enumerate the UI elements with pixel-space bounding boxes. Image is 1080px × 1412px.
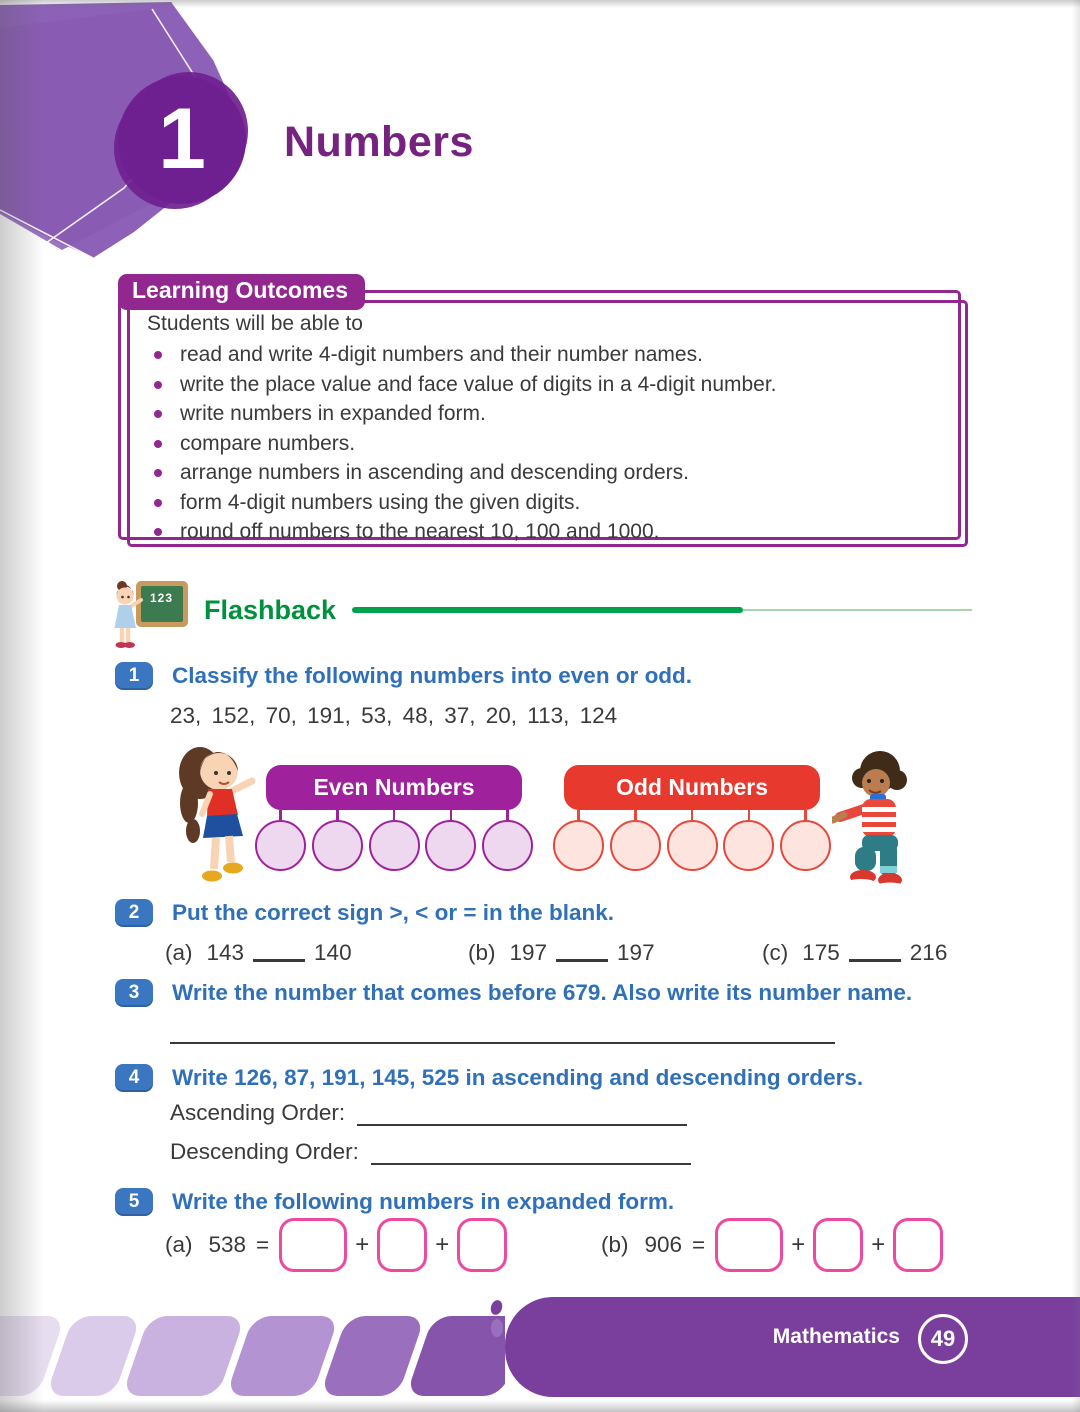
ascending-answer-line[interactable] — [357, 1098, 687, 1126]
odd-answer-bubble[interactable] — [667, 820, 718, 871]
even-numbers-label: Even Numbers — [266, 765, 522, 810]
question-text: Write the following numbers in expanded form. — [172, 1189, 675, 1214]
even-numbers-group — [266, 765, 522, 871]
outcome-item: write the place value and face value of digits in a 4-digit number. — [147, 370, 936, 400]
odd-numbers-label: Odd Numbers — [564, 765, 820, 810]
right-number: 197 — [617, 940, 655, 965]
ascending-order-field — [170, 1098, 687, 1126]
part-label: (c) — [762, 940, 789, 965]
question-3-heading — [115, 979, 912, 1007]
question-text: Write the number that comes before 679. Also write its number name. — [172, 980, 913, 1005]
part-label: (a) — [165, 940, 193, 965]
learning-outcomes-list — [147, 340, 936, 547]
page-edge-shadow-bottom — [0, 1400, 1080, 1412]
page-title: Numbers — [284, 118, 474, 166]
plus-sign: + — [435, 1231, 450, 1258]
odd-answer-bubble[interactable] — [723, 820, 774, 871]
even-answer-bubble[interactable] — [482, 820, 533, 871]
question-number-badge: 5 — [115, 1188, 153, 1216]
part-label: (b) — [601, 1232, 629, 1257]
field-label: Descending Order: — [170, 1139, 359, 1164]
expanded-form-box[interactable] — [279, 1218, 347, 1272]
learning-outcomes-tab: Learning Outcomes — [118, 274, 365, 310]
outcome-item: round off numbers to the nearest 10, 100 and 1000. — [147, 517, 936, 547]
learning-outcomes-intro: Students will be able to — [147, 312, 363, 335]
sign-blank[interactable] — [253, 942, 305, 962]
odd-answer-slots — [553, 810, 831, 871]
question-number-badge: 3 — [115, 979, 153, 1007]
outcome-item: write numbers in expanded form. — [147, 399, 936, 429]
descending-answer-line[interactable] — [371, 1137, 691, 1165]
part-label: (a) — [165, 1232, 193, 1257]
question-1-heading — [115, 662, 692, 690]
sign-blank[interactable] — [556, 942, 608, 962]
question-number-badge: 2 — [115, 899, 153, 927]
flashback-label: Flashback — [204, 594, 337, 625]
field-label: Ascending Order: — [170, 1100, 346, 1125]
plus-sign: + — [871, 1231, 886, 1258]
question-2-heading — [115, 899, 614, 927]
even-answer-bubble[interactable] — [369, 820, 420, 871]
even-odd-sorter — [178, 735, 908, 887]
girl-illustration — [174, 737, 264, 892]
sign-blank[interactable] — [849, 942, 901, 962]
part-number: 538 — [208, 1232, 247, 1257]
flashback-section-header — [110, 576, 972, 656]
q5-part-a — [165, 1218, 507, 1272]
even-answer-slots — [255, 810, 533, 871]
outcome-item: compare numbers. — [147, 429, 936, 459]
right-number: 216 — [909, 940, 948, 965]
plus-sign: + — [791, 1231, 806, 1258]
q5-part-b — [601, 1218, 943, 1272]
boy-illustration — [832, 751, 920, 892]
chapter-number: 1 — [158, 91, 206, 187]
right-number: 140 — [314, 940, 352, 965]
q2-part-a — [165, 940, 352, 966]
chalkboard-text: 123 — [150, 591, 174, 605]
question-5-heading — [115, 1188, 674, 1216]
question-text: Write 126, 87, 191, 145, 525 in ascending and descending orders. — [172, 1065, 864, 1090]
even-answer-bubble[interactable] — [425, 820, 476, 871]
expanded-form-box[interactable] — [813, 1218, 863, 1272]
expanded-form-box[interactable] — [377, 1218, 427, 1272]
expanded-form-box[interactable] — [893, 1218, 943, 1272]
learning-outcomes-box — [118, 277, 961, 543]
odd-answer-bubble[interactable] — [610, 820, 661, 871]
odd-numbers-group — [564, 765, 820, 871]
outcome-item: arrange numbers in ascending and descending orders. — [147, 458, 936, 488]
expanded-form-box[interactable] — [457, 1218, 507, 1272]
page-number-badge: 49 — [918, 1314, 968, 1364]
part-label: (b) — [468, 940, 496, 965]
question-text: Put the correct sign >, < or = in the blank. — [172, 900, 614, 925]
q2-part-b — [468, 940, 655, 966]
plus-sign: + — [355, 1231, 370, 1258]
outcome-item: form 4-digit numbers using the given digits. — [147, 488, 936, 518]
odd-answer-bubble[interactable] — [553, 820, 604, 871]
left-number: 143 — [206, 940, 245, 965]
outcome-item: read and write 4-digit numbers and their number names. — [147, 340, 936, 370]
q3-answer-line[interactable] — [170, 1016, 835, 1044]
footer-bar — [505, 1297, 1080, 1397]
equals-sign: = — [692, 1232, 706, 1257]
equals-sign: = — [256, 1232, 270, 1257]
question-1-number-list: 23, 152, 70, 191, 53, 48, 37, 20, 113, 124 — [170, 703, 618, 728]
flashback-divider — [352, 607, 972, 614]
even-answer-bubble[interactable] — [255, 820, 306, 871]
part-number: 906 — [644, 1232, 683, 1257]
odd-answer-bubble[interactable] — [780, 820, 831, 871]
footer-subject: Mathematics — [772, 1325, 900, 1348]
even-answer-bubble[interactable] — [312, 820, 363, 871]
girl-chalkboard-icon — [110, 578, 190, 654]
footer-decoration — [0, 1314, 505, 1398]
question-number-badge: 4 — [115, 1064, 153, 1092]
expanded-form-box[interactable] — [715, 1218, 783, 1272]
left-number: 175 — [802, 940, 840, 965]
header-decoration — [0, 0, 262, 270]
q2-part-c — [762, 940, 947, 966]
page-edge-shadow-right — [1072, 0, 1080, 1412]
question-number-badge: 1 — [115, 662, 153, 690]
left-number: 197 — [509, 940, 548, 965]
descending-order-field — [170, 1137, 691, 1165]
question-4-heading — [115, 1064, 863, 1092]
question-text: Classify the following numbers into even or odd. — [172, 663, 693, 688]
